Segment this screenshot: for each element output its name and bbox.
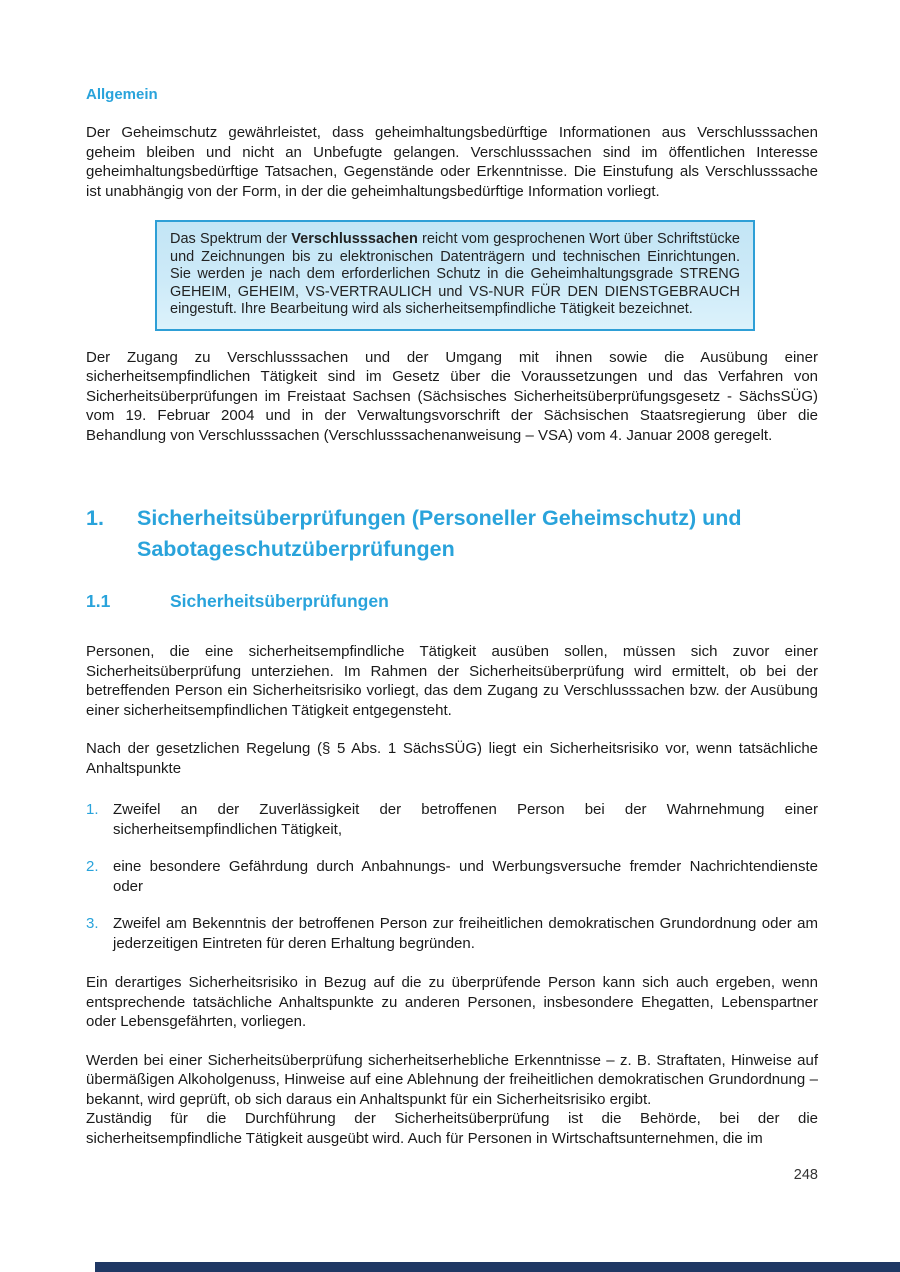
infobox-text-after: reicht vom gesprochenen Wort über Schriftstücke und Zeichnungen bis zu elektronischen Datenträgern und technischen Einrichtungen. Sie werden je nach dem erforderlichen Schutz in die Geheimhaltungsgrade STRENG GEHEIM, GEHEIM, VS-VERTRAULICH und VS-NUR FÜR DEN DIENSTGEBRAUCH eingestuft. Ihre Bearbeitung wird als sicherheitsempfindliche Tätigkeit bezeichnet. [170,231,740,317]
infobox-text-before: Das Spektrum der [170,231,292,247]
infobox-text-bold: Verschlusssachen [291,231,418,247]
paragraph-geheimschutz-intro: Der Geheimschutz gewährleistet, dass geheimhaltungsbedürftige Informationen aus Verschlusssachen geheim bleiben und nicht an Unbefugte gelangen. Verschlusssachen sind im öffentlichen Interesse geheimhaltungsbedürftige Tatsachen, Gegenstände oder Erkenntnisse. Die Einstufung als Verschlusssache ist unabhängig von der Form, in der die geheimhaltungsbedürftige Information vorliegt. [86,124,818,200]
section-label-allgemein: Allgemein [86,86,158,103]
heading-1 [86,503,818,565]
list-item-number: 3. [86,915,99,932]
paragraph-zugang-gesetz: Der Zugang zu Verschlusssachen und der Umgang mit ihnen sowie die Ausübung einer sicherheitsempfindlichen Tätigkeit sind im Gesetz über die Voraussetzungen und das Verfahren von Sicherheitsüberprüfungen im Freistaat Sachsen (Sächsisches Sicherheitsüberprüfungsgesetz - SächsSÜG) vom 19. Februar 2004 und in der Verwaltungsvorschrift der Sächsischen Staatsregierung über die Behandlung von Verschlusssachen (Verschlusssachenanweisung – VSA) vom 4. Januar 2008 geregelt. [86,348,818,444]
paragraph-personen-ueberpruefung: Personen, die eine sicherheitsempfindliche Tätigkeit ausüben sollen, müssen sich zuvor einer Sicherheitsüberprüfung unterziehen. Im Rahmen der Sicherheitsüberprüfung wird ermittelt, ob bei der betreffenden Person ein Sicherheitsrisiko vorliegt, das dem Zugang zu Verschlusssachen bzw. der Ausübung einer sicherheitsempfindlichen Tätigkeit entgegensteht. [86,643,818,719]
footer-rule-bar [95,1262,900,1272]
list-item [86,800,818,839]
list-item-number: 1. [86,801,99,818]
document-page [86,86,818,1183]
heading-1-number: 1. [86,506,104,530]
paragraph-gesetzliche-regelung: Nach der gesetzlichen Regelung (§ 5 Abs. 1 SächsSÜG) liegt ein Sicherheitsrisiko vor, wenn tatsächliche Anhaltspunkte [86,740,818,777]
paragraph-risiko-andere-personen: Ein derartiges Sicherheitsrisiko in Bezug auf die zu überprüfende Person kann sich auch ergeben, wenn entsprechende tatsächliche Anhaltspunkte zu anderen Personen, insbesondere Ehegatten, Lebenspartner oder Lebensgefährten, vorliegen. [86,974,818,1030]
infobox-verschlusssachen [155,220,755,331]
numbered-list-sicherheitsrisiko [86,800,818,953]
list-item [86,857,818,896]
list-item-text: eine besondere Gefährdung durch Anbahnungs- und Werbungsversuche fremder Nachrichtendienste oder [113,858,818,895]
list-item-text: Zweifel an der Zuverlässigkeit der betroffenen Person bei der Wahrnehmung einer sicherheitsempfindlichen Tätigkeit, [113,801,818,838]
paragraph-zustaendigkeit: Zuständig für die Durchführung der Sicherheitsüberprüfung ist die Behörde, bei der die sicherheitsempfindliche Tätigkeit ausgeübt wird. Auch für Personen in Wirtschaftsunternehmen, die im [86,1110,818,1147]
heading-1-1-title: Sicherheitsüberprüfungen [170,591,389,611]
heading-1-1 [86,590,818,612]
heading-1-1-number: 1.1 [86,591,111,611]
list-item-text: Zweifel am Bekenntnis der betroffenen Person zur freiheitlichen demokratischen Grundordnung oder am jederzeitigen Eintreten für deren Erhaltung begründen. [113,915,818,952]
paragraph-block-erkenntnisse [86,1051,818,1149]
page-number: 248 [793,1167,818,1183]
paragraph-erkenntnisse: Werden bei einer Sicherheitsüberprüfung sicherheitserhebliche Erkenntnisse – z. B. Straftaten, Hinweise auf übermäßigen Alkoholgenuss, Hinweise auf eine Ablehnung der freiheitlichen demokratischen Grundordnung – bekannt, wird geprüft, ob sich daraus ein Anhaltspunkt für ein Sicherheitsrisiko ergibt. [86,1051,818,1108]
list-item [86,914,818,953]
list-item-number: 2. [86,858,99,875]
heading-1-title: Sicherheitsüberprüfungen (Personeller Geheimschutz) und Sabotageschutzüberprüfungen [137,506,742,561]
